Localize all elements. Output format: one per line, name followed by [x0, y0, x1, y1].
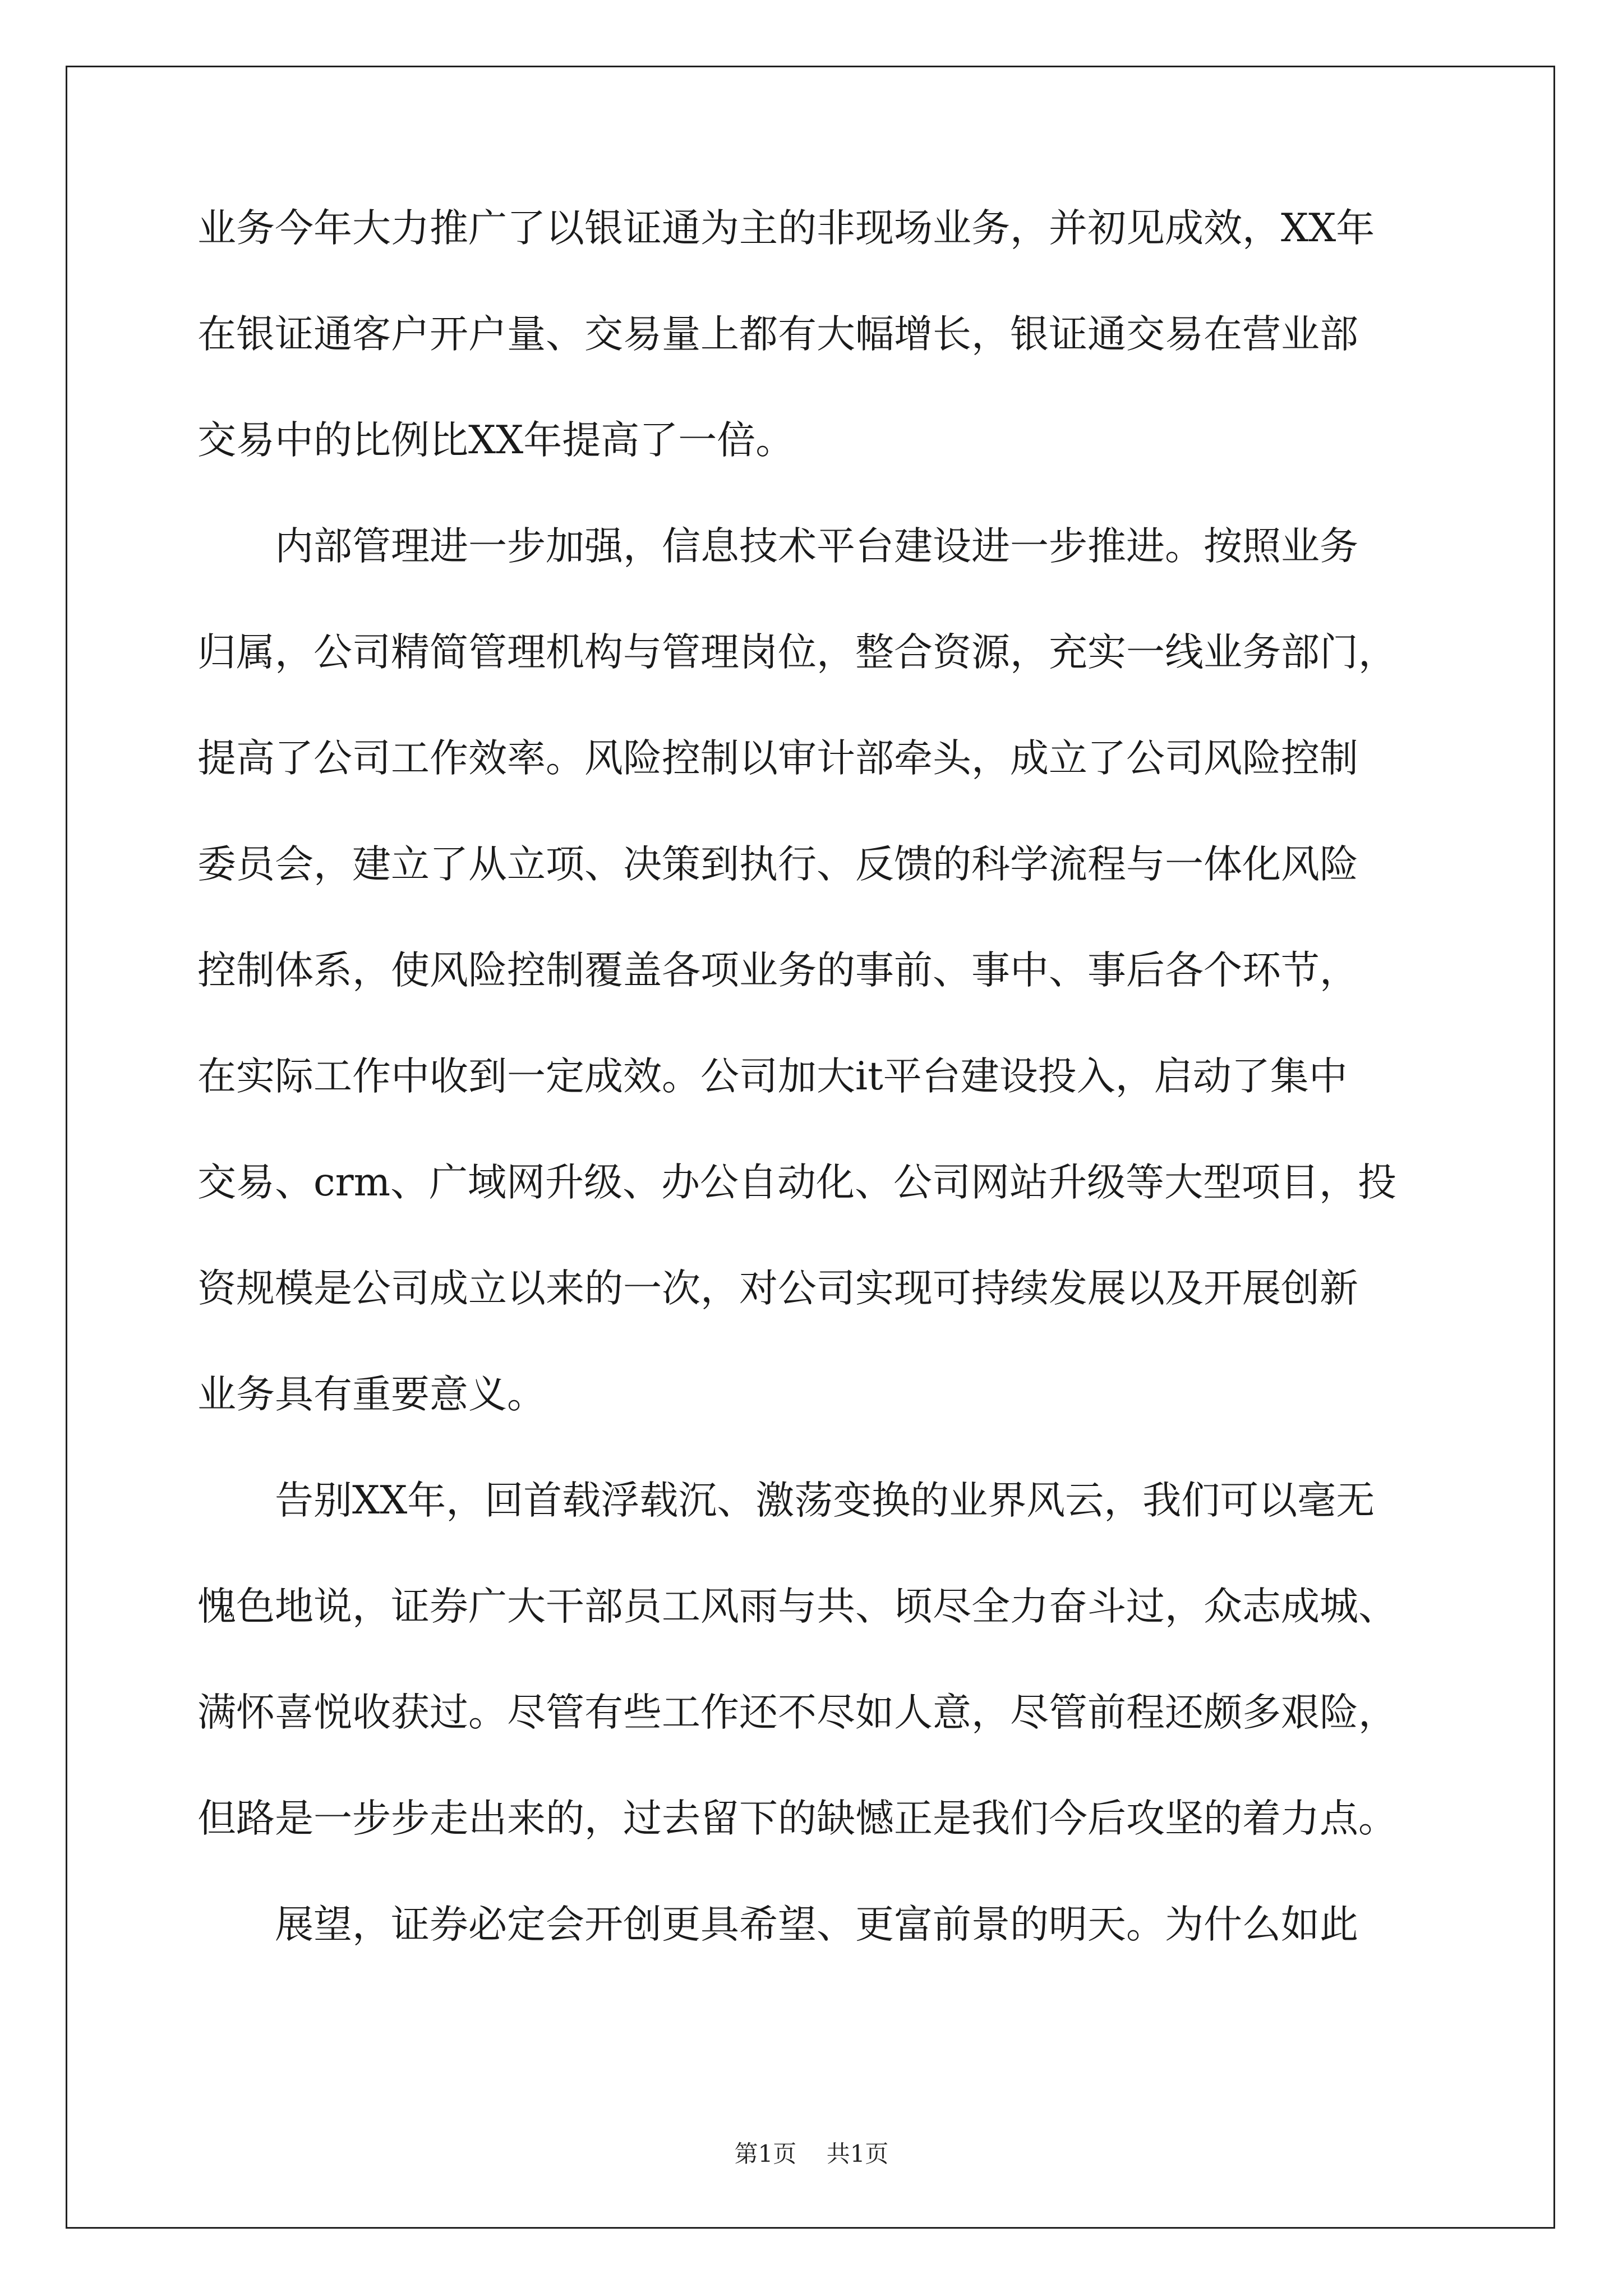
text-line: 告别XX年，回首载浮载沉、激荡变换的业界风云，我们可以毫无	[197, 1478, 1375, 1523]
text-line: 在实际工作中收到一定成效。公司加大it平台建设投入，启动了集中	[197, 1054, 1348, 1099]
page-total: 共1页	[826, 2140, 889, 2168]
text-line: 愧色地说，证券广大干部员工风雨与共、顷尽全力奋斗过，众志成城、	[197, 1584, 1397, 1629]
page-number: 第1页	[734, 2140, 797, 2168]
text-line: 业务今年大力推广了以银证通为主的非现场业务，并初见成效，XX年	[197, 206, 1375, 251]
text-line: 但路是一步步走出来的，过去留下的缺憾正是我们今后攻坚的着力点。	[197, 1796, 1397, 1841]
text-line: 交易中的比例比XX年提高了一倍。	[197, 418, 795, 463]
text-line: 资规模是公司成立以来的一次，对公司实现可持续发展以及开展创新	[197, 1266, 1358, 1311]
text-line: 控制体系，使风险控制覆盖各项业务的事前、事中、事后各个环节，	[197, 948, 1358, 993]
text-line: 满怀喜悦收获过。尽管有些工作还不尽如人意，尽管前程还颇多艰险，	[197, 1690, 1397, 1735]
text-line: 业务具有重要意义。	[197, 1372, 546, 1417]
text-line: 交易、crm、广域网升级、办公自动化、公司网站升级等大型项目，投	[197, 1160, 1397, 1205]
page-footer	[0, 2137, 1623, 2171]
document-body	[197, 202, 1431, 2004]
text-line: 在银证通客户开户量、交易量上都有大幅增长，银证通交易在营业部	[197, 312, 1358, 357]
text-line: 委员会，建立了从立项、决策到执行、反馈的科学流程与一体化风险	[197, 842, 1358, 887]
text-line: 内部管理进一步加强，信息技术平台建设进一步推进。按照业务	[197, 524, 1358, 569]
text-line: 归属，公司精简管理机构与管理岗位，整合资源，充实一线业务部门，	[197, 630, 1397, 675]
text-line: 展望，证券必定会开创更具希望、更富前景的明天。为什么如此	[197, 1902, 1358, 1947]
text-line: 提高了公司工作效率。风险控制以审计部牵头，成立了公司风险控制	[197, 736, 1358, 781]
